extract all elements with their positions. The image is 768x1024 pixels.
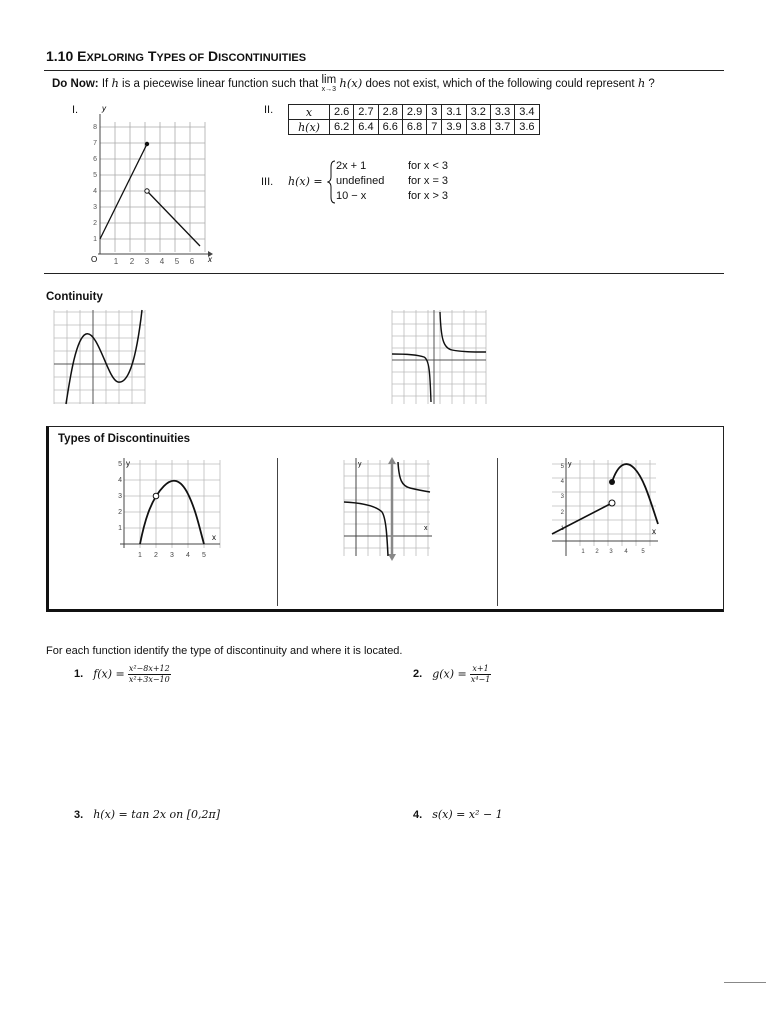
graph3-x-label: x [652, 527, 656, 536]
table-cell: 3.9 [442, 120, 466, 135]
problem-2-fraction: $\frac{x+1}{\text{x⁴−1}}$ [470, 664, 491, 684]
option-i-left-segment [100, 144, 147, 239]
option-i-right-segment [147, 191, 200, 246]
option-i-x-tick: 4 [159, 257, 165, 266]
table-cell: 3.7 [490, 120, 514, 135]
option-i-closed-point [145, 142, 149, 146]
option-iii-lhs: h(x) = [288, 175, 323, 188]
graph3-x-tick: 1 [581, 549, 585, 555]
left-branch-curve [392, 354, 431, 402]
option-i-y-tick: 1 [93, 236, 97, 243]
column-divider [497, 458, 498, 606]
table-cell: 3 [427, 105, 442, 120]
table-cell: 2.8 [378, 105, 402, 120]
graph3-x-tick: 3 [609, 549, 613, 555]
graph1-x-tick: 5 [202, 552, 206, 559]
option-i-y-tick: 7 [93, 140, 97, 147]
table-header-h: h(x) [289, 120, 330, 135]
removable-hole-point [153, 493, 159, 499]
table-cell: 3.2 [466, 105, 490, 120]
jump-open-point [609, 500, 615, 506]
option-i-open-point [145, 189, 149, 193]
graph1-y-tick: 3 [118, 493, 122, 500]
option-iii-case-2-expr: undefined [336, 175, 385, 187]
option-i-y-tick: 6 [93, 156, 97, 163]
graph1-y-tick: 2 [118, 509, 122, 516]
option-i-label: I. [72, 104, 79, 116]
table-cell: 7 [427, 120, 442, 135]
graph1-y-tick: 5 [118, 461, 122, 468]
continuity-heading: Continuity [46, 291, 103, 303]
option-i-x-label: x [208, 255, 212, 264]
right-branch-curve [398, 462, 430, 492]
option-i-x-tick: 5 [174, 257, 180, 266]
option-i-y-tick: 2 [93, 220, 97, 227]
removable-discontinuity-graph [112, 456, 224, 564]
problem-3: 3. h(x) = tan 2x on [0,2π] [74, 808, 221, 821]
option-i-x-tick: 2 [129, 257, 135, 266]
option-i-graph [84, 102, 224, 272]
table-cell: 6.4 [354, 120, 378, 135]
graph3-x-tick: 2 [595, 549, 599, 555]
graph2-x-label: x [424, 525, 428, 532]
problem-1: 1. f(x) = $\frac{\text{x²−8x+12}}{\text{x²+3x−10}}$ [74, 664, 170, 684]
option-i-x-tick: 1 [113, 257, 119, 266]
jump-discontinuity-graph [548, 456, 662, 564]
option-iii-case-3-cond: for x > 3 [408, 190, 449, 202]
graph1-y-tick: 1 [118, 525, 122, 532]
graph3-y-tick: 3 [560, 494, 564, 500]
table-cell: 2.9 [402, 105, 426, 120]
option-iii-case-1-expr: 2x + 1 [336, 160, 367, 172]
table-cell: 3.4 [515, 105, 539, 120]
table-cell: 3.3 [490, 105, 514, 120]
table-row [289, 120, 540, 135]
do-now-prompt: Do Now: If h is a piecewise linear function such that lim x→3 h(x) does not exist, which of the following could represent h ? [52, 74, 655, 93]
types-heading: Types of Discontinuities [58, 433, 191, 445]
graph1-x-tick: 4 [186, 552, 190, 559]
option-i-x-tick: 3 [144, 257, 150, 266]
option-iii-case-3-expr: 10 − x [336, 190, 367, 202]
graph3-x-tick: 4 [624, 549, 628, 555]
infinite-discontinuity-graph [340, 456, 434, 564]
column-divider [277, 458, 278, 606]
problem-1-fraction: $\frac{\text{x²−8x+12}}{\text{x²+3x−10}}$ [128, 664, 170, 684]
option-i-y-tick: 3 [93, 204, 97, 211]
option-i-y-tick: 5 [93, 172, 97, 179]
footer-rule [724, 982, 766, 983]
table-cell: 3.8 [466, 120, 490, 135]
continuity-graph-asymptote [388, 308, 488, 406]
problem-4: 4. s(x) = x² − 1 [413, 808, 503, 821]
table-row [289, 105, 540, 120]
table-cell: 3.6 [515, 120, 539, 135]
right-branch-curve [440, 312, 486, 352]
jump-lower-segment [552, 503, 612, 534]
graph1-x-label: x [212, 533, 216, 542]
graph2-y-label: y [358, 461, 362, 468]
jump-upper-curve [612, 464, 658, 524]
graph1-x-tick: 1 [138, 552, 142, 559]
graph3-y-tick: 2 [560, 510, 564, 516]
instructions-text: For each function identify the type of discontinuity and where it is located. [46, 645, 403, 657]
continuity-graph-continuous [52, 308, 148, 406]
graph1-y-tick: 4 [118, 477, 122, 484]
graph1-x-tick: 2 [154, 552, 158, 559]
table-cell: 3.1 [442, 105, 466, 120]
option-ii-table [288, 104, 540, 135]
option-i-y-tick: 4 [93, 188, 97, 195]
graph3-y-tick: 4 [560, 479, 564, 485]
option-i-origin: O [91, 255, 98, 264]
graph1-y-label: y [126, 459, 130, 468]
option-iii-case-2-cond: for x = 3 [408, 175, 449, 187]
option-ii-label: II. [264, 104, 274, 116]
jump-closed-point [609, 479, 615, 485]
graph3-x-tick: 5 [641, 549, 645, 555]
table-cell: 6.8 [402, 120, 426, 135]
option-iii-label: III. [261, 176, 274, 188]
section-rule [44, 273, 724, 274]
graph1-x-tick: 3 [170, 552, 174, 559]
table-cell: 6.2 [330, 120, 354, 135]
graph3-y-label: y [568, 461, 572, 468]
graph3-y-tick: 5 [560, 464, 564, 470]
table-header-x: x [289, 105, 330, 120]
option-i-x-tick: 6 [189, 257, 195, 266]
table-cell: 6.6 [378, 120, 402, 135]
table-cell: 2.6 [330, 105, 354, 120]
option-i-y-tick: 8 [93, 124, 97, 131]
table-cell: 2.7 [354, 105, 378, 120]
page-title: 1.10 EXPLORING TYPES OF DISCONTINUITIES [46, 48, 307, 64]
title-rule [44, 70, 724, 71]
option-iii-case-1-cond: for x < 3 [408, 160, 449, 172]
option-i-y-label: y [102, 104, 106, 113]
problem-2: 2. g(x) = $\frac{x+1}{\text{x⁴−1}}$ [413, 664, 491, 684]
